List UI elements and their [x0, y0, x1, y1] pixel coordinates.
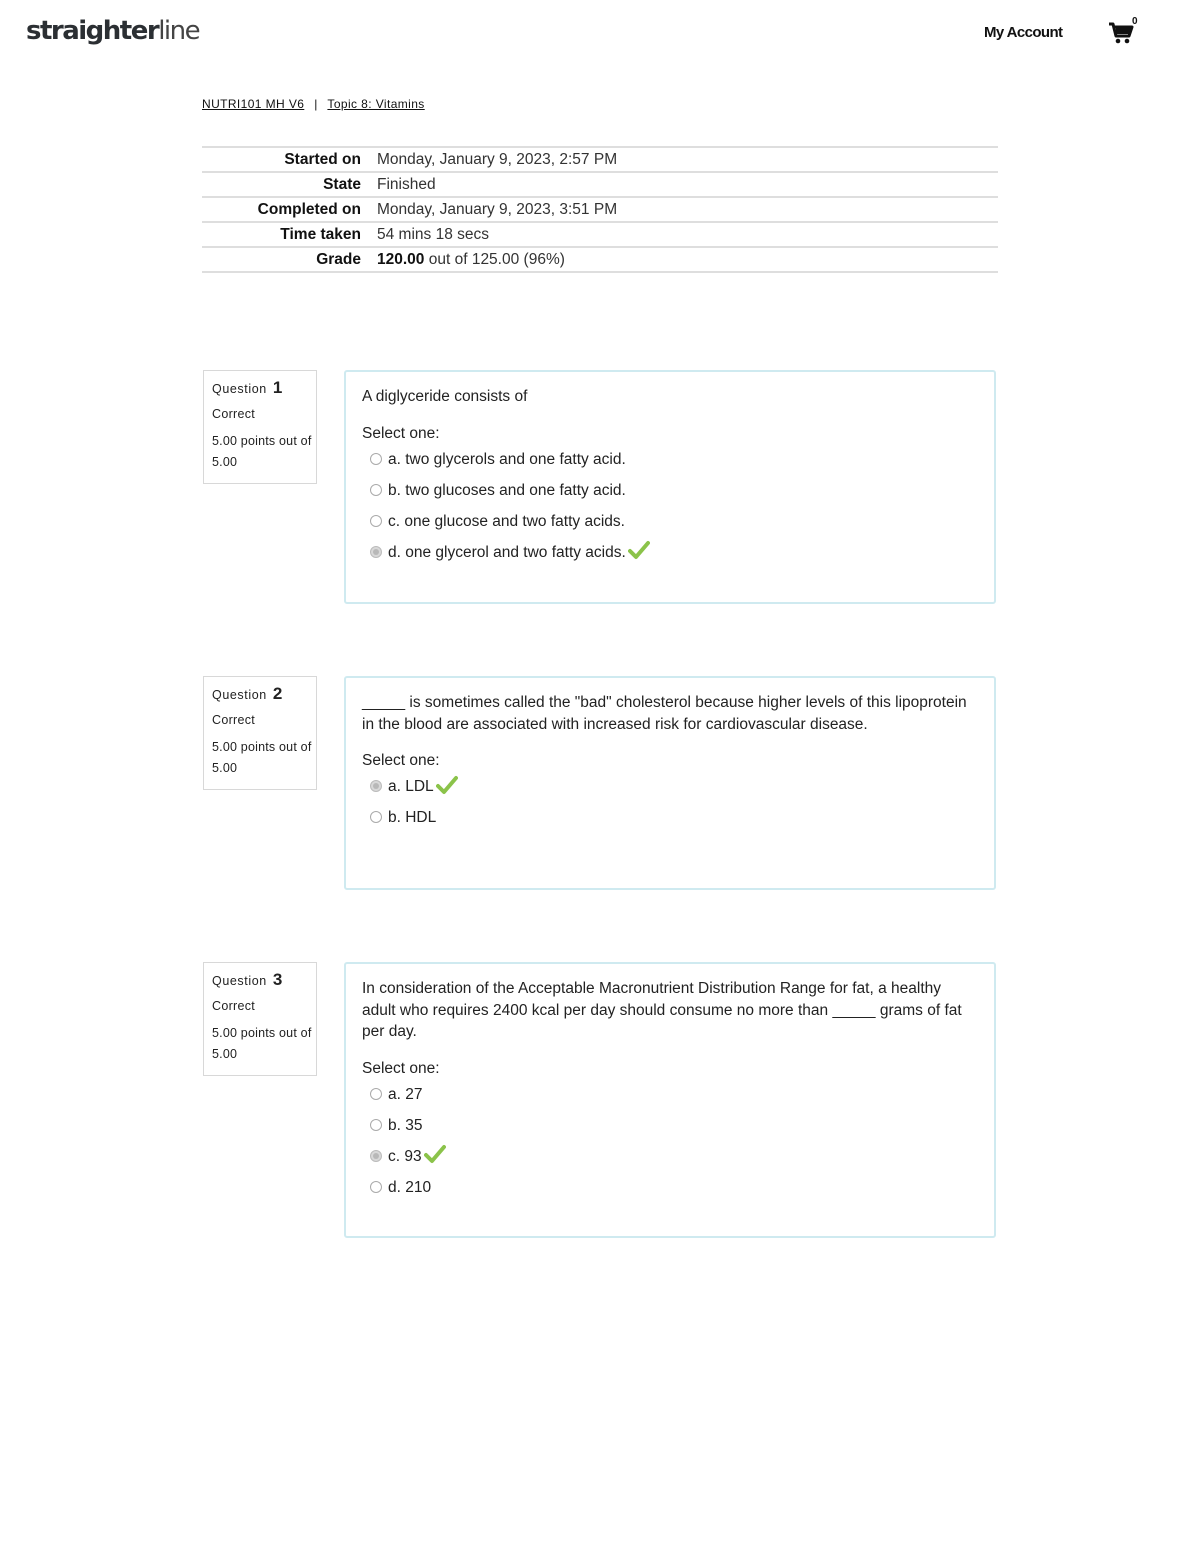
- answer-label: d. one glycerol and two fatty acids.: [388, 543, 626, 561]
- question-number: [212, 684, 316, 704]
- select-one-prompt: Select one:: [362, 424, 440, 442]
- answer-option-d[interactable]: [362, 1177, 978, 1208]
- radio-button[interactable]: [370, 1088, 382, 1100]
- shopping-cart-icon[interactable]: [1108, 21, 1134, 45]
- correct-check-icon: [628, 540, 650, 560]
- answer-label: a. two glycerols and one fatty acid.: [388, 450, 626, 468]
- grade-value: [377, 247, 998, 272]
- logo-bold-text: straighter: [26, 16, 159, 46]
- answer-label: b. two glucoses and one fatty acid.: [388, 481, 626, 499]
- answer-label: b. HDL: [388, 809, 437, 826]
- answer-option-b[interactable]: [362, 807, 978, 838]
- correct-check-icon: [436, 775, 458, 795]
- question-number-value: 2: [272, 684, 283, 703]
- started-value: Monday, January 9, 2023, 2:57 PM: [377, 147, 998, 172]
- question-text: A diglyceride consists of: [362, 388, 528, 405]
- question-state: Correct: [212, 713, 256, 727]
- answer-option-c[interactable]: [362, 1146, 978, 1177]
- question-content-1: [344, 370, 996, 604]
- answer-label: c. 93: [388, 1147, 422, 1165]
- cart-count-badge: 0: [1132, 16, 1138, 27]
- radio-button[interactable]: [370, 484, 382, 496]
- question-label: Question: [212, 382, 267, 396]
- question-label: Question: [212, 688, 267, 702]
- answer-label: a. 27: [388, 1085, 423, 1103]
- question-state: Correct: [212, 407, 256, 421]
- answer-option-b[interactable]: [362, 1115, 978, 1146]
- question-text: In consideration of the Acceptable Macronutrient Distribution Range for fat, a healthy adult who requires 2400 kcal per day should consume no more than _____ grams of fat per day.: [362, 980, 962, 1040]
- question-number: [212, 970, 316, 990]
- site-header: [0, 0, 1200, 70]
- radio-button-selected[interactable]: [370, 1150, 382, 1162]
- attempt-summary-table: [202, 146, 998, 273]
- logo-light-text: line: [158, 16, 200, 46]
- straighterline-logo[interactable]: [26, 16, 199, 46]
- started-label: Started on: [202, 147, 377, 172]
- answer-list: [362, 449, 978, 573]
- time-taken-value: 54 mins 18 secs: [377, 222, 998, 247]
- breadcrumb-topic-link[interactable]: Topic 8: Vitamins: [327, 97, 425, 111]
- summary-row-time: [202, 222, 998, 247]
- breadcrumb-course-link[interactable]: NUTRI101 MH V6: [202, 97, 305, 111]
- correct-check-icon: [424, 1144, 446, 1164]
- question-grade: 5.00 points out of 5.00: [212, 740, 312, 775]
- radio-button[interactable]: [370, 811, 382, 823]
- completed-label: Completed on: [202, 197, 377, 222]
- breadcrumb: [202, 97, 425, 111]
- radio-button[interactable]: [370, 453, 382, 465]
- question-content-3: [344, 962, 996, 1238]
- question-info-1: [203, 370, 317, 484]
- answer-label: d. 210: [388, 1178, 432, 1196]
- state-value: Finished: [377, 172, 998, 197]
- radio-button[interactable]: [370, 1119, 382, 1131]
- grade-label: Grade: [202, 247, 377, 272]
- summary-row-started: [202, 147, 998, 172]
- question-state: Correct: [212, 999, 256, 1013]
- answer-option-b[interactable]: [362, 480, 978, 511]
- time-taken-label: Time taken: [202, 222, 377, 247]
- question-grade: 5.00 points out of 5.00: [212, 434, 312, 469]
- answer-option-a[interactable]: [362, 1084, 978, 1115]
- summary-row-state: [202, 172, 998, 197]
- answer-option-a[interactable]: [362, 776, 978, 807]
- answer-label: c. one glucose and two fatty acids.: [388, 512, 625, 530]
- grade-score: 120.00: [377, 250, 425, 268]
- summary-row-grade: [202, 247, 998, 272]
- answer-option-a[interactable]: [362, 449, 978, 480]
- question-number-value: 3: [272, 970, 283, 989]
- question-info-3: [203, 962, 317, 1076]
- grade-out-of: out of 125.00 (96%): [428, 250, 565, 268]
- select-one-prompt: Select one:: [362, 752, 440, 769]
- question-text: _____ is sometimes called the "bad" cholesterol because higher levels of this lipoprotein in the blood are associated with increased risk for cardiovascular disease.: [362, 694, 967, 733]
- question-label: Question: [212, 974, 267, 988]
- completed-value: Monday, January 9, 2023, 3:51 PM: [377, 197, 998, 222]
- answer-option-c[interactable]: [362, 511, 978, 542]
- question-content-2: [344, 676, 996, 890]
- state-label: State: [202, 172, 377, 197]
- question-number-value: 1: [272, 378, 283, 397]
- answer-option-d[interactable]: [362, 542, 978, 573]
- question-number: [212, 378, 316, 398]
- radio-button[interactable]: [370, 515, 382, 527]
- radio-button-selected[interactable]: [370, 546, 382, 558]
- radio-button-selected[interactable]: [370, 780, 382, 792]
- answer-label: a. LDL: [388, 778, 434, 795]
- question-grade: 5.00 points out of 5.00: [212, 1026, 312, 1061]
- select-one-prompt: Select one:: [362, 1059, 440, 1077]
- radio-button[interactable]: [370, 1181, 382, 1193]
- answer-list: [362, 1084, 978, 1208]
- my-account-link[interactable]: My Account: [984, 24, 1063, 41]
- summary-row-completed: [202, 197, 998, 222]
- answer-list: [362, 776, 978, 838]
- breadcrumb-separator: |: [314, 97, 318, 111]
- question-info-2: [203, 676, 317, 790]
- answer-label: b. 35: [388, 1116, 423, 1134]
